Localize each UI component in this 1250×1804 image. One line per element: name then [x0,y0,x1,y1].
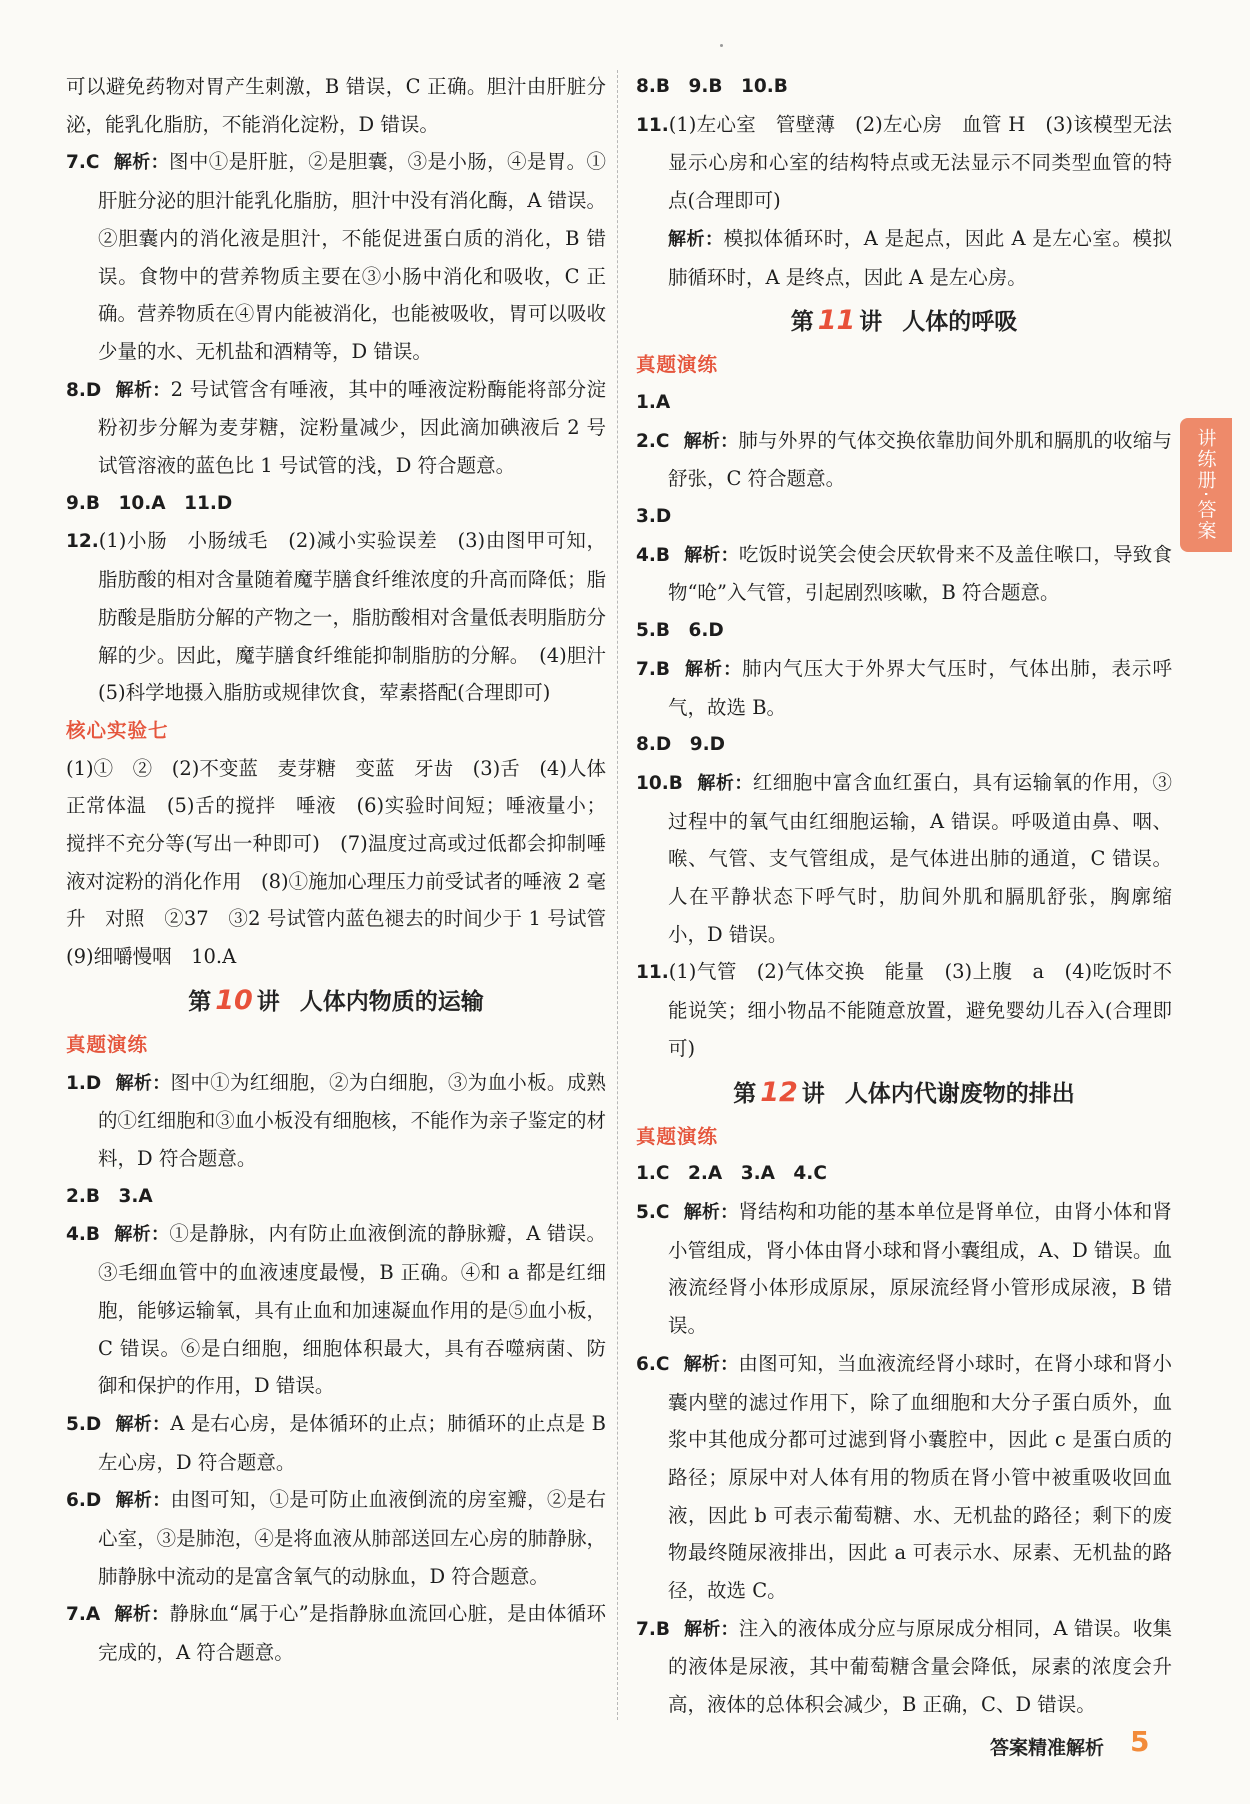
answers-8-9: 8.D 9.D [636,734,726,756]
answer-key: 12. [66,531,99,553]
analysis-label: 解析： [696,772,753,794]
answer-11-breath [636,953,1172,1067]
top-dot [720,44,723,47]
answer-key: 5.D [66,1413,102,1435]
lecture-prefix: 第 [188,988,212,1015]
section-real-exam-2: 真题演练 [636,1124,719,1148]
analysis-text: A 是右心房，是体循环的止点；肺循环的止点是 B 左心房，D 符合题意。 [98,1411,607,1474]
analysis-text: 图中①为红细胞，②为白细胞，③为血小板。成熟的①红细胞和③血小板没有细胞核，不能作为亲子鉴定的材料，D 符合题意。 [98,1070,606,1170]
answer-text: (1)气管 (2)气体交换 能量 (3)上腹 a (4)吃饭时不能说笑；细小物品不能随意放置，避免婴幼儿吞入(合理即可) [668,960,1172,1060]
lecture-title: 人体内物质的运输 [299,988,484,1015]
answer-key: 7.B [636,658,671,680]
core-experiment-text: (1)① ② (2)不变蓝 麦芽糖 变蓝 牙齿 (3)舌 (4)人体正常体温 (5)舌的搅拌 唾液 (6)实验时间短；唾液量小；搅拌不充分等(写出一种即可) (7)温度过高或过低都会抑制唾液对淀粉的消化作用 (8)①施加心理压力前受试者的唾液 2 毫升 对照 ②37 ③2 号试管内蓝色褪去的时间少于 1 号试管 (9)细嚼慢咽 10.A [66,756,626,969]
lecture-prefix: 第 [733,1080,757,1107]
analysis-label: 解析： [115,1413,171,1435]
page-number: 5 [1130,1725,1150,1758]
answer-6c [636,1345,1172,1610]
analysis-label: 解析： [115,1490,171,1512]
analysis-label: 解析： [115,379,171,401]
lecture-suffix: 讲 [859,309,883,336]
lecture-suffix: 讲 [256,988,280,1015]
right-column [636,68,1172,1724]
analysis-text: 肾结构和功能的基本单位是肾单位，由肾小体和肾小管组成，肾小体由肾小球和肾小囊组成，A、D 错误。血液流经肾小体形成原尿，原尿流经肾小管形成尿液，B 错误。 [668,1199,1172,1338]
analysis-label: 解析： [683,430,739,452]
lecture-number: 11 [817,305,856,337]
analysis-label: 解析： [114,1224,170,1246]
answer-12 [66,522,626,712]
answer-key: 11. [636,114,669,136]
analysis-text: 模拟体循环时，A 是起点，因此 A 是左心室。模拟肺循环时，A 是终点，因此 A 是左心房。 [668,226,1173,289]
answer-text: (1)左心室 管壁薄 (2)左心房 血管 H (3)该模型无法显示心房和心室的结构特点或无法显示不同类型血管的特点(合理即可) [668,112,1172,213]
answers-2-3: 2.B 3.A [66,1185,153,1207]
analysis-label: 解析： [684,544,739,566]
section-real-exam: 真题演练 [66,1032,149,1056]
answer-key: 5.C [636,1201,670,1223]
analysis-text: 静脉血“属于心”是指静脉血流回心脏，是由体循环完成的，A 符合题意。 [98,1602,606,1665]
answer-4b-breath [636,536,1172,612]
analysis-label: 解析： [684,658,743,680]
lecture-prefix: 第 [790,309,814,336]
answer-7b-kidney [636,1610,1172,1724]
analysis-11 [636,220,1172,296]
answers-8-10: 8.B 9.B 10.B [636,76,788,97]
answer-7b-breath [636,650,1172,726]
analysis-text: 图中①是肝脏，②是胆囊，③是小肠，④是胃。①肝脏分泌的胆汁能乳化脂肪，胆汁中没有消化酶，A 错误。②胆囊内的消化液是胆汁，不能促进蛋白质的消化，B 错误。食物中的营养物质主要在③小肠中消化和吸收，C 正确。营养物质在④胃内能被消化，也能被吸收，胃可以吸收少量的水、无机盐和酒精等，D 错误。 [98,150,606,363]
answer-5c [636,1193,1172,1345]
answer-key: 10.B [636,772,683,794]
left-column [66,68,626,1672]
analysis-text: 由图可知，当血液流经肾小球时，在肾小球和肾小囊内壁的滤过作用下，除了血细胞和大分子蛋白质外，血浆中其他成分都可过滤到肾小囊腔中，因此 c 是蛋白质的路径；原尿中对人体有用的物质在肾小管中被重吸收回血液，因此 b 可表示葡萄糖、水、无机盐的路径；剩下的废物最终随尿液排出，因此 a 可表示水、尿素、无机盐的路径，故选 C。 [668,1351,1172,1603]
lecture-title: 人体内代谢废物的排出 [844,1080,1075,1107]
analysis-text: 肺与外界的气体交换依靠肋间外肌和膈肌的收缩与舒张，C 符合题意。 [668,428,1172,491]
lecture-12-heading [636,1070,1172,1116]
section-real-exam: 真题演练 [636,353,719,377]
answer-key: 7.B [636,1618,671,1640]
answer-4b [66,1215,606,1405]
side-tab: 讲练册·答案 [1180,418,1232,552]
analysis-text: 由图可知，①是可防止血液倒流的房室瓣，②是右心室，③是肺泡，④是将血液从肺部送回左心房的肺静脉，肺静脉中流动的是富含氧气的动脉血，D 符合题意。 [98,1488,606,1588]
answers-9-11: 9.B 10.A 11.D [66,492,233,514]
answers-5-6: 5.B 6.D [636,620,724,642]
answer-key: 11. [636,962,669,984]
answer-3d: 3.D [636,506,672,528]
analysis-text: 吃饭时说笑会使会厌软骨来不及盖住喉口，导致食物“呛”入气管，引起剧烈咳嗽，B 符合题意。 [668,542,1172,605]
analysis-label: 解析： [115,1072,171,1094]
column-divider [617,70,618,1720]
analysis-label: 解析： [683,1353,739,1375]
lecture-title: 人体的呼吸 [902,309,1018,336]
answer-key: 1.D [66,1072,102,1094]
answer-8d [66,371,606,485]
answer-key: 8.D [66,379,102,401]
answers-1-4: 1.C 2.A 3.A 4.C [636,1163,827,1185]
analysis-label: 解析： [684,1618,739,1640]
analysis-label: 解析： [668,228,724,250]
analysis-text: 红细胞中富含血红蛋白，具有运输氧的作用，③过程中的氧气由红细胞运输，A 错误。呼吸道由鼻、咽、喉、气管、支气管组成，是气体进出肺的通道，C 错误。人在平静状态下呼气时，肋间外肌和膈肌舒张，胸廓缩小，D 错误。 [668,770,1172,946]
answer-key: 6.C [636,1353,670,1375]
answer-key: 4.B [636,544,671,566]
lecture-number: 10 [215,984,253,1016]
lecture-number: 12 [760,1076,798,1108]
answer-10b [636,764,1172,954]
answer-7a [66,1595,606,1671]
answer-key: 7.A [66,1604,101,1626]
answer-6d [66,1481,606,1595]
analysis-text: 肺内气压大于外界大气压时，气体出肺，表示呼气，故选 B。 [668,656,1172,719]
analysis-label: 解析： [683,1201,739,1223]
answer-key: 4.B [66,1224,101,1246]
footer-label: 答案精准解析 [990,1737,1105,1759]
analysis-label: 解析： [114,1604,170,1626]
answer-key: 2.C [636,430,670,452]
answer-5d [66,1405,606,1481]
lecture-suffix: 讲 [801,1080,825,1107]
analysis-text: 注入的液体成分应与原尿成分相同，A 错误。收集的液体是尿液，其中葡萄糖含量会降低，尿素的浓度会升高，液体的总体积会减少，B 正确，C、D 错误。 [668,1616,1173,1717]
answer-11-circulation [636,106,1172,220]
analysis-label: 解析： [113,152,170,174]
answer-1a: 1.A [636,391,671,413]
lecture-10-heading [66,978,606,1024]
intro-paragraph: 可以避免药物对胃产生刺激，B 错误，C 正确。胆汁由肝脏分泌，能乳化脂肪，不能消化淀粉，D 错误。 [66,75,606,136]
analysis-text: ①是静脉，内有防止血液倒流的静脉瓣，A 错误。③毛细血管中的血液速度最慢，B 正确。④和 a 都是红细胞，能够运输氧，具有止血和加速凝血作用的是⑤血小板，C 错误。⑥是白细胞，细胞体积最大，具有吞噬病菌、防御和保护的作用，D 错误。 [98,1222,606,1398]
answer-text: (1)小肠 小肠绒毛 (2)减小实验误差 (3)由图甲可知，脂肪酸的相对含量随着魔芋膳食纤维浓度的升高而降低；脂肪酸是脂肪分解的产物之一，脂肪酸相对含量低表明脂肪分解的少。因此，魔芋膳食纤维能抑制脂肪的分解。 (4)胆汁 (5)科学地摄入脂肪或规律饮食，荤素搭配(合理即可) [98,529,626,705]
section-core-experiment: 核心实验七 [66,718,169,742]
answer-7c [66,143,606,370]
answer-key: 6.D [66,1490,102,1512]
answer-key: 7.C [66,152,100,174]
answer-1d [66,1064,606,1178]
lecture-11-heading [636,298,1172,344]
answer-2c [636,422,1172,498]
analysis-text: 2 号试管含有唾液，其中的唾液淀粉酶能将部分淀粉初步分解为麦芽糖，淀粉量减少，因此滴加碘液后 2 号试管溶液的蓝色比 1 号试管的浅，D 符合题意。 [98,377,607,478]
